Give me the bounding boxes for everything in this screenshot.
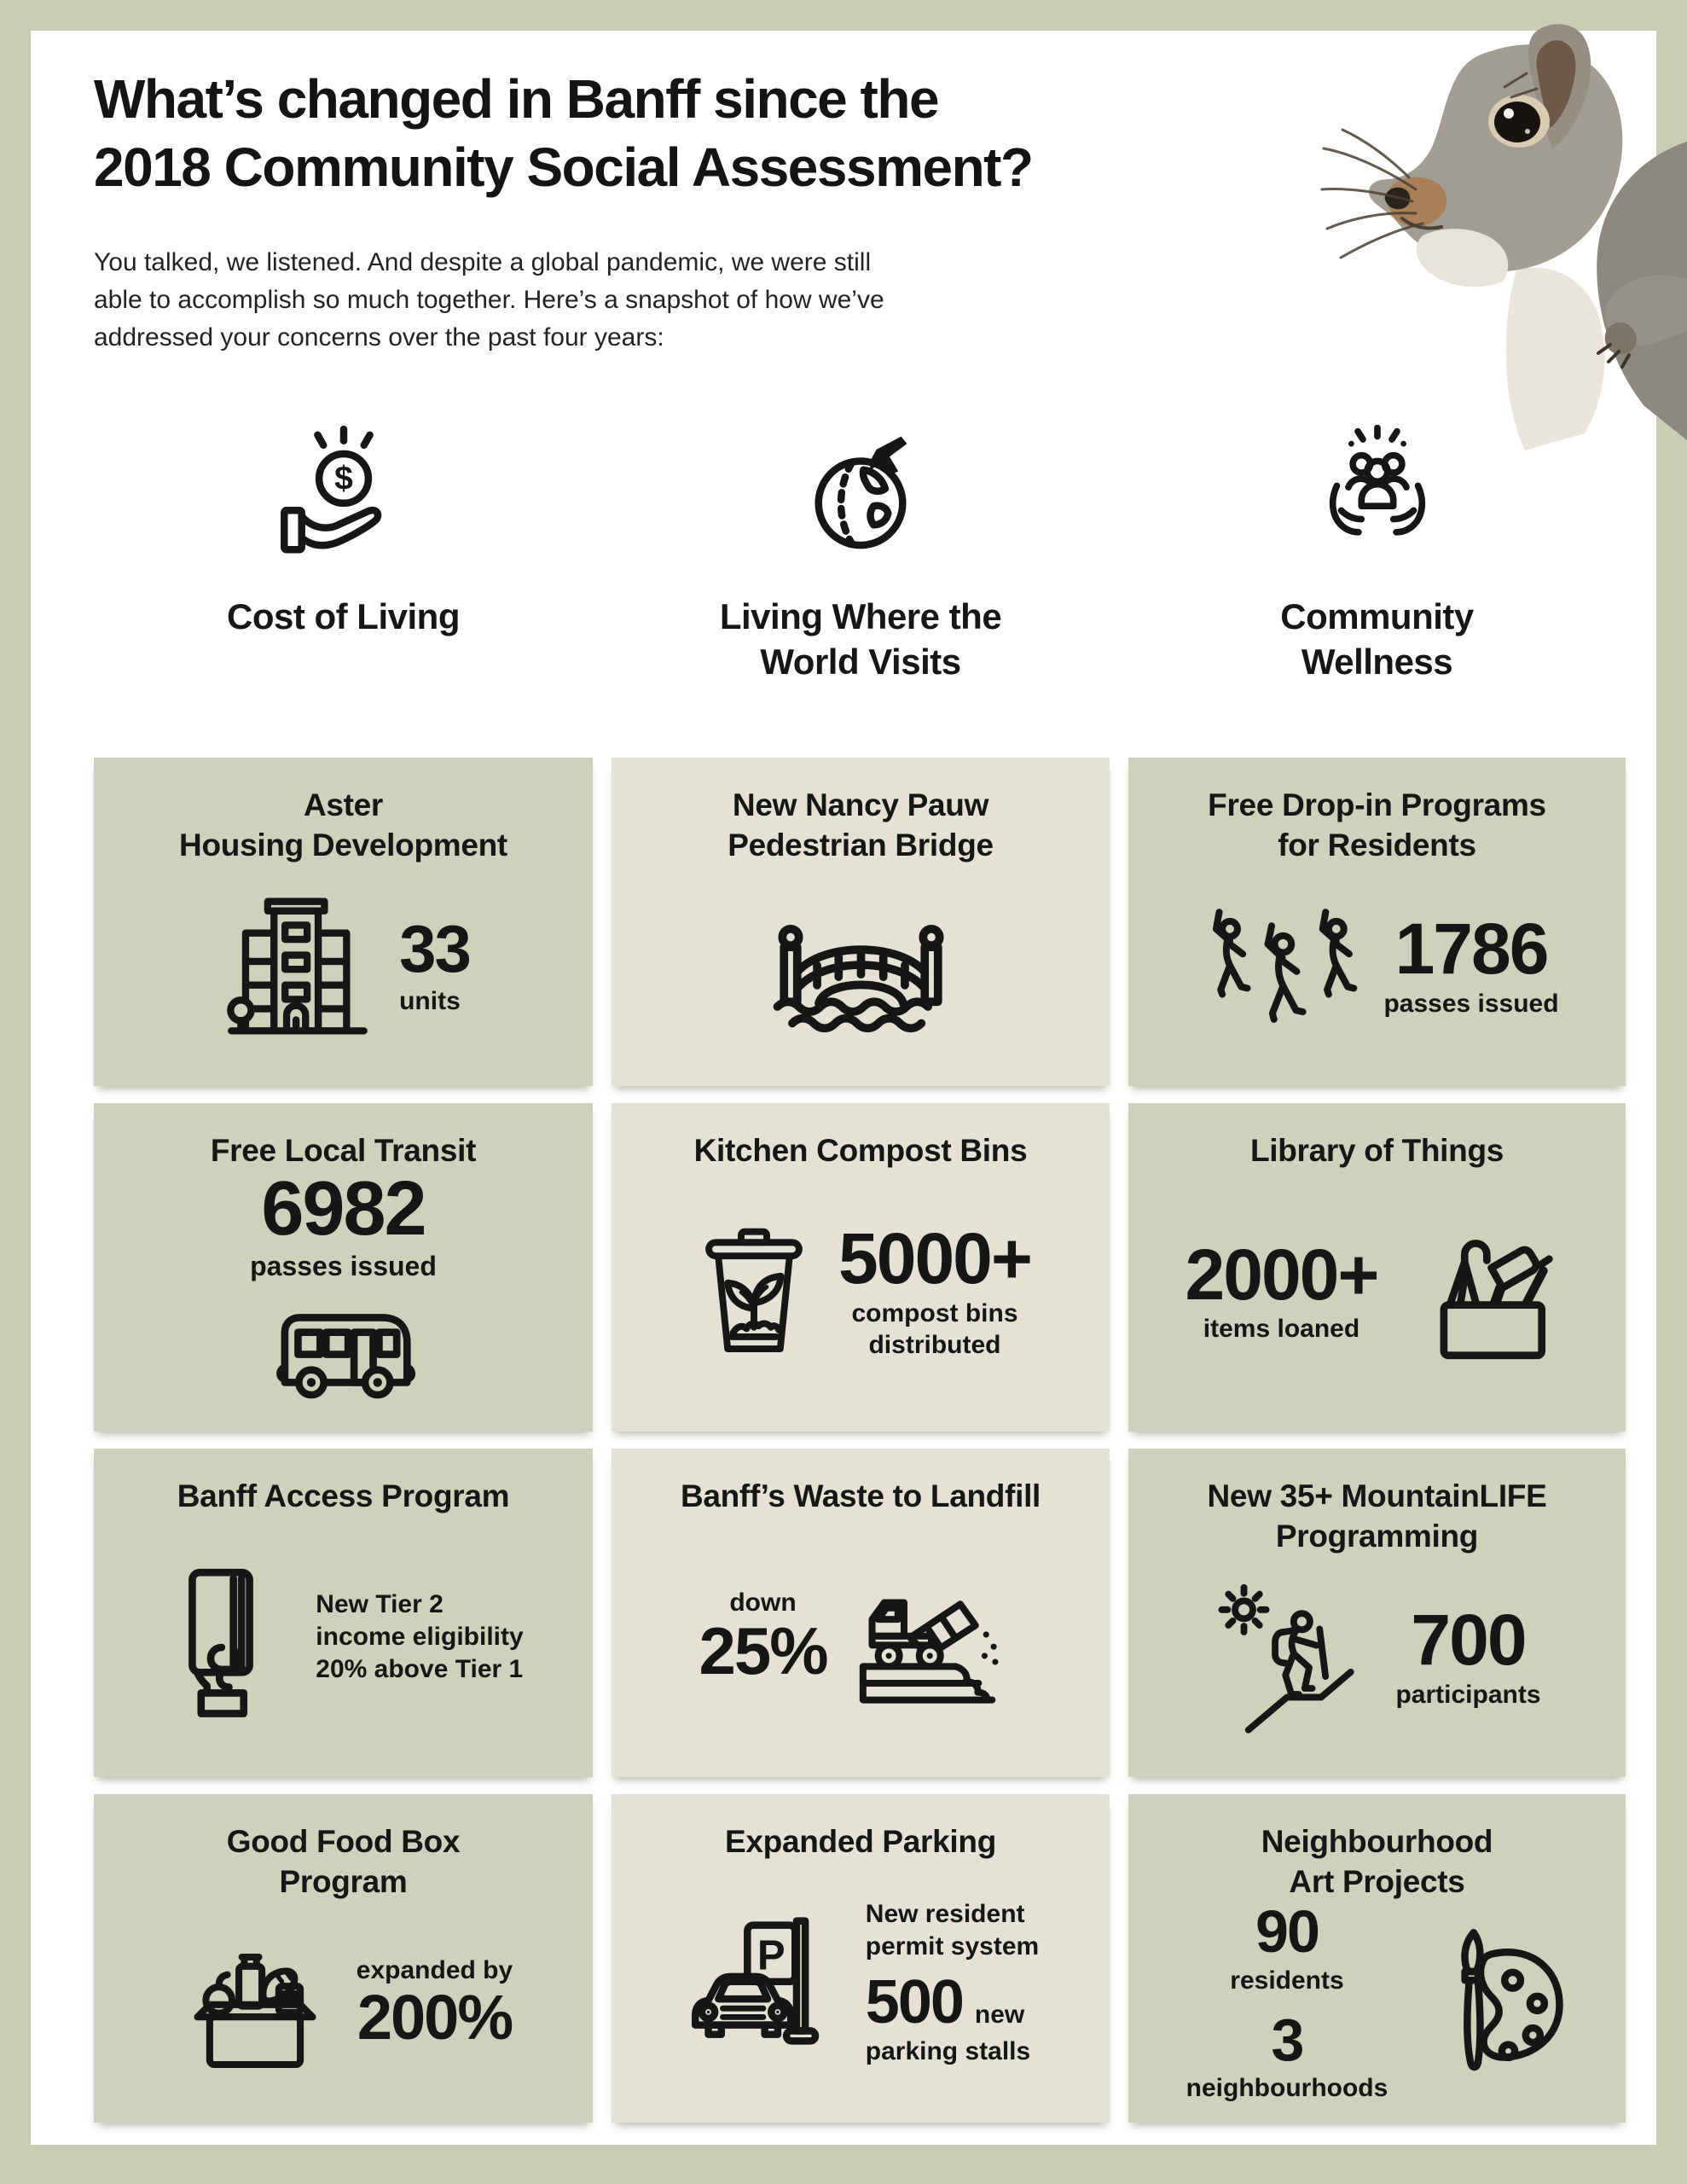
infographic-grid bbox=[94, 401, 1626, 2123]
stat-block bbox=[866, 1898, 1039, 2067]
column-label bbox=[227, 594, 460, 639]
card-title-line: Aster bbox=[303, 787, 384, 822]
food-box-icon bbox=[174, 1926, 336, 2080]
card-title bbox=[116, 785, 571, 865]
parking-sign-car-icon bbox=[682, 1908, 849, 2058]
card-title-line: Banff Access Program bbox=[177, 1478, 510, 1513]
hand-card-icon bbox=[163, 1552, 295, 1722]
column-label-line: World Visits bbox=[760, 642, 961, 682]
stat-text-line: New resident bbox=[865, 1899, 1025, 1928]
card-banff-access-program bbox=[94, 1449, 593, 1777]
card-kitchen-compost-bins bbox=[612, 1103, 1110, 1432]
stat-value: 1786 bbox=[1394, 909, 1548, 990]
stat-text-line: permit system bbox=[865, 1931, 1040, 1960]
column-label-line: Cost of Living bbox=[227, 596, 460, 636]
card-drop-in-programs bbox=[1128, 758, 1626, 1086]
card-title-line: Programming bbox=[1275, 1519, 1479, 1554]
stat-label: units bbox=[399, 986, 461, 1015]
column-header-living-where-world-visits bbox=[612, 401, 1110, 741]
stat-value: 200% bbox=[357, 1981, 513, 2053]
card-mountainlife-programming bbox=[1128, 1449, 1626, 1777]
card-title bbox=[116, 1130, 571, 1170]
card-title bbox=[116, 1821, 571, 1902]
card-title-line: New Nancy Pauw bbox=[732, 787, 989, 822]
compost-bin-icon bbox=[690, 1211, 818, 1373]
card-nancy-pauw-bridge bbox=[612, 758, 1110, 1086]
card-title-line: Art Projects bbox=[1289, 1864, 1465, 1899]
stat-label: items loaned bbox=[1203, 1315, 1360, 1344]
stat-label: neighbourhoods bbox=[1186, 2073, 1388, 2102]
intro-line: You talked, we listened. And despite a global pandemic, we were still bbox=[94, 248, 872, 276]
stat-text-line: New Tier 2 bbox=[316, 1590, 443, 1618]
stat-label: distributed bbox=[868, 1330, 1001, 1359]
stat-value: 25% bbox=[699, 1613, 827, 1689]
stat-block bbox=[399, 911, 470, 1017]
dump-truck-icon bbox=[848, 1559, 1023, 1716]
card-waste-to-landfill bbox=[612, 1449, 1110, 1777]
toolbox-icon bbox=[1398, 1215, 1568, 1368]
stat-value: 5000+ bbox=[838, 1218, 1031, 1299]
hand-coin-icon bbox=[271, 425, 416, 570]
card-title-line: Good Food Box bbox=[226, 1824, 461, 1859]
card-title-line: Banff’s Waste to Landfill bbox=[680, 1478, 1041, 1513]
intro-line: addressed your concerns over the past four years: bbox=[94, 323, 664, 351]
page-title bbox=[94, 65, 1033, 201]
stat-block bbox=[1383, 909, 1559, 1019]
stat-label: passes issued bbox=[1383, 989, 1559, 1018]
column-label-line: Wellness bbox=[1301, 642, 1453, 682]
column-label bbox=[720, 594, 1001, 684]
stat-block bbox=[250, 1166, 437, 1282]
card-title-line: Housing Development bbox=[179, 828, 507, 863]
card-title-line: Pedestrian Bridge bbox=[728, 828, 994, 863]
card-title-line: Library of Things bbox=[1249, 1133, 1504, 1168]
card-free-local-transit bbox=[94, 1103, 593, 1432]
stat-prefix: expanded by bbox=[356, 1955, 513, 1984]
stat-value: 3 bbox=[1271, 2006, 1303, 2073]
stat-label: residents bbox=[1230, 1966, 1344, 1995]
apartment-building-icon bbox=[217, 887, 379, 1045]
stat-text bbox=[316, 1589, 523, 1686]
stat-value: 500 bbox=[865, 1967, 963, 2036]
stat-prefix: down bbox=[729, 1589, 797, 1618]
intro-text bbox=[94, 244, 884, 357]
stat-text bbox=[866, 1898, 1039, 1963]
card-title bbox=[634, 1821, 1087, 1862]
column-header-cost-of-living bbox=[94, 401, 593, 741]
card-good-food-box bbox=[94, 1794, 593, 2123]
column-label-line: Living Where the bbox=[719, 596, 1002, 636]
stat-text-line: 20% above Tier 1 bbox=[316, 1655, 524, 1683]
stat-block bbox=[838, 1218, 1031, 1361]
card-title-line: for Residents bbox=[1278, 828, 1476, 863]
card-title-line: Free Local Transit bbox=[210, 1133, 477, 1168]
card-title bbox=[116, 1476, 571, 1516]
card-title-line: Free Drop-in Programs bbox=[1208, 787, 1546, 822]
card-title bbox=[634, 785, 1087, 865]
card-title bbox=[1151, 1476, 1603, 1556]
card-title bbox=[1151, 1130, 1603, 1170]
stat-text-line: income eligibility bbox=[316, 1623, 524, 1651]
stat-block bbox=[356, 1955, 513, 2053]
stat-label: compost bins bbox=[851, 1298, 1018, 1327]
paint-palette-icon bbox=[1401, 1924, 1568, 2082]
page-title-line: 2018 Community Social Assessment? bbox=[94, 136, 1033, 198]
dollar-symbol: $ bbox=[333, 460, 353, 497]
stat-block bbox=[1185, 1234, 1378, 1345]
card-library-of-things bbox=[1128, 1103, 1626, 1432]
card-title-line: Kitchen Compost Bins bbox=[693, 1133, 1028, 1168]
stat-value: 90 bbox=[1255, 1898, 1319, 1966]
bus-icon bbox=[263, 1289, 425, 1415]
stat-value: 33 bbox=[399, 911, 470, 987]
stat-block bbox=[1186, 1898, 1388, 2104]
hiker-sun-icon bbox=[1213, 1574, 1383, 1740]
stat-value: 2000+ bbox=[1185, 1234, 1378, 1315]
squirrel-photo bbox=[1320, 22, 1687, 450]
card-aster-housing bbox=[94, 758, 593, 1086]
column-label-line: Community bbox=[1280, 596, 1474, 636]
column-header-community-wellness bbox=[1128, 401, 1626, 741]
card-title-line: Expanded Parking bbox=[724, 1824, 996, 1859]
stat-label: participants bbox=[1395, 1680, 1541, 1709]
card-title bbox=[634, 1130, 1087, 1170]
people-exercising-icon bbox=[1195, 883, 1370, 1049]
pedestrian-bridge-icon bbox=[765, 896, 957, 1037]
column-label bbox=[1280, 594, 1474, 684]
card-title-line: New 35+ MountainLIFE bbox=[1207, 1478, 1547, 1513]
globe-airplane-icon bbox=[788, 425, 933, 570]
card-expanded-parking bbox=[612, 1794, 1110, 2123]
stat-block bbox=[699, 1589, 827, 1689]
card-neighbourhood-art bbox=[1128, 1794, 1626, 2123]
stat-suffix: new bbox=[974, 2000, 1025, 2029]
stat-block bbox=[1395, 1600, 1541, 1711]
intro-line: able to accomplish so much together. Here’s a snapshot of how we’ve bbox=[94, 286, 884, 314]
stat-value: 700 bbox=[1411, 1600, 1526, 1681]
card-title bbox=[1151, 1821, 1603, 1902]
card-title bbox=[634, 1476, 1087, 1516]
card-title bbox=[1151, 785, 1603, 865]
stat-label: passes issued bbox=[250, 1250, 437, 1281]
page-title-line: What’s changed in Banff since the bbox=[94, 68, 939, 130]
stat-value: 6982 bbox=[261, 1166, 426, 1252]
card-title-line: Program bbox=[279, 1864, 408, 1899]
card-title-line: Neighbourhood bbox=[1261, 1824, 1493, 1859]
parking-letter: P bbox=[757, 1931, 786, 1978]
stat-label: parking stalls bbox=[865, 2037, 1031, 2066]
